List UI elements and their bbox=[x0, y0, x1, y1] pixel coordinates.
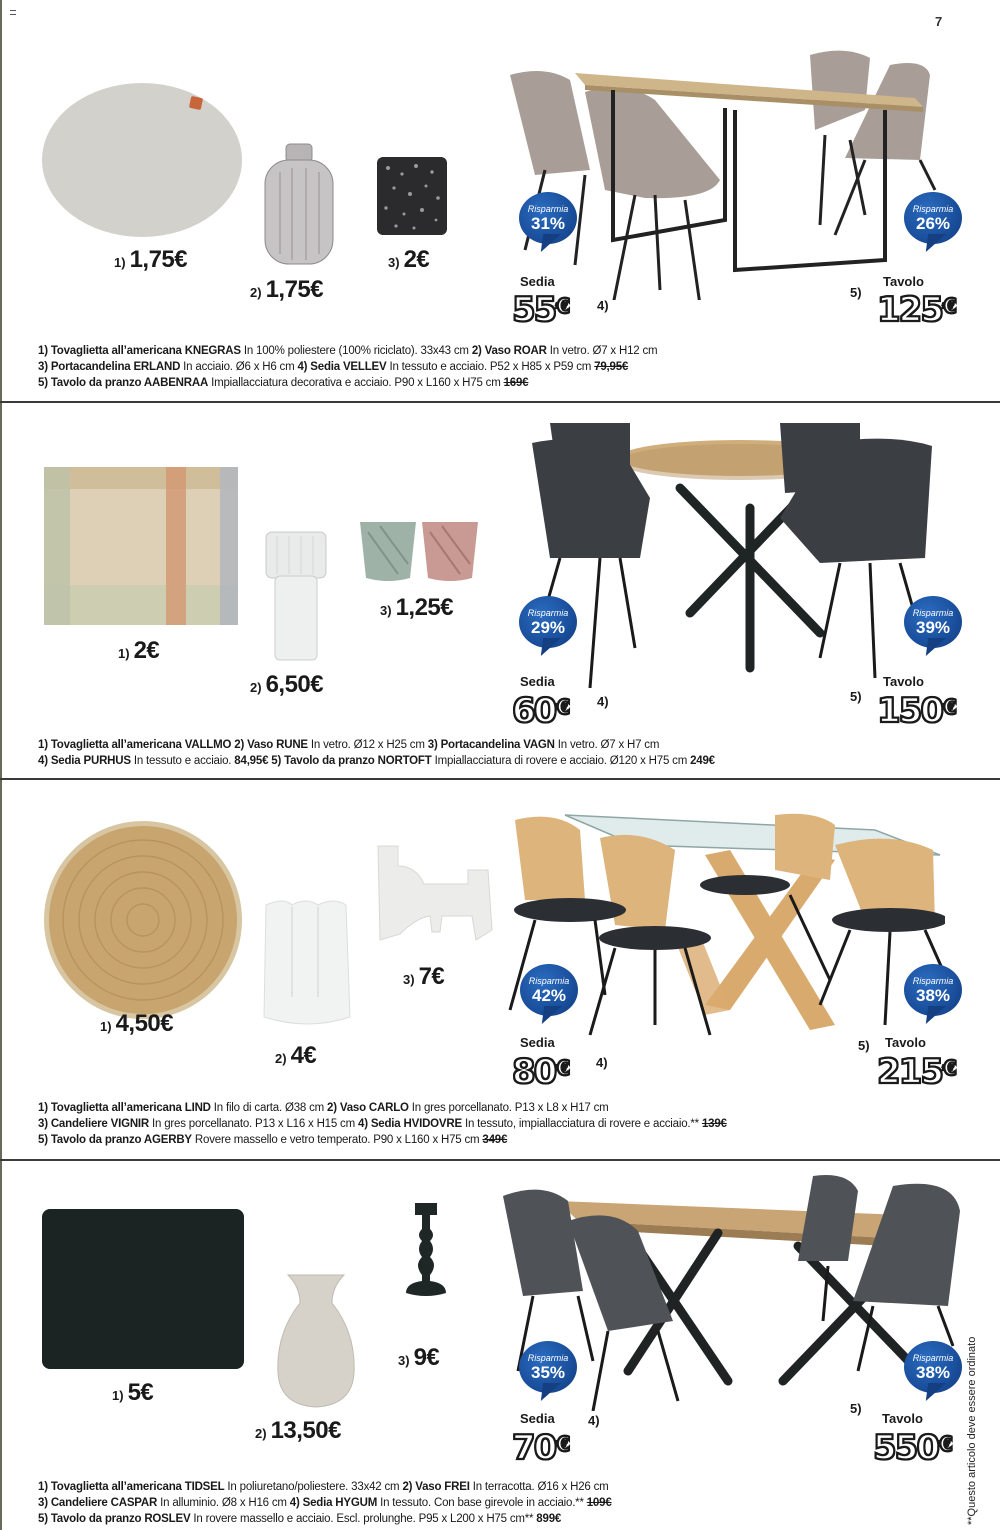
table-price: 150€ bbox=[877, 691, 955, 731]
description-line: 1) Tovaglietta all’americana TIDSEL In poliuretano/poliestere. 33x42 cm 2) Vaso FREI In terracotta. Ø16 x H26 cm bbox=[38, 1481, 609, 1493]
placemat-knegras-image bbox=[40, 80, 245, 240]
table-discount-badge: Risparmia 39% bbox=[904, 596, 962, 658]
accessory-price-3: 3) 7€ bbox=[403, 963, 445, 990]
table-label: Tavolo bbox=[883, 274, 924, 289]
placemat-lind-image bbox=[42, 820, 244, 1020]
description-line: 4) Sedia PURHUS In tessuto e acciaio. 84,95€ 5) Tavolo da pranzo NORTOFT Impiallacciatura di rovere e acciaio. Ø120 x H75 cm 249€ bbox=[38, 755, 715, 767]
accessory-price-2: 2) 1,75€ bbox=[250, 276, 324, 303]
vase-carlo-image bbox=[258, 897, 354, 1031]
order-footnote: **Questo articolo deve essere ordinato bbox=[966, 1336, 978, 1525]
chair-price: 70€ bbox=[512, 1428, 569, 1468]
description-line: 3) Candeliere VIGNIR In gres porcellanato. P13 x L16 x H15 cm 4) Sedia HVIDOVRE In tessuto, impiallacciatura di rovere e acciaio.** 139€ bbox=[38, 1118, 727, 1130]
placemat-tidsel-image bbox=[42, 1209, 244, 1369]
table-label: Tavolo bbox=[883, 674, 924, 689]
description-line: 3) Candeliere CASPAR In alluminio. Ø8 x H16 cm 4) Sedia HYGUM In tessuto. Con base girevole in acciaio.** 109€ bbox=[38, 1497, 612, 1509]
accessory-price-3: 3) 9€ bbox=[398, 1344, 440, 1371]
table-discount-badge: Risparmia 38% bbox=[904, 1341, 962, 1403]
vase-frei-image bbox=[276, 1273, 356, 1409]
table-index: 5) bbox=[850, 285, 862, 300]
product-description bbox=[38, 343, 657, 391]
chair-price: 55€ bbox=[512, 290, 569, 330]
chair-price: 60€ bbox=[512, 691, 569, 731]
candle-holder-vignir-image bbox=[376, 844, 494, 944]
table-index: 5) bbox=[850, 1401, 862, 1416]
chair-discount-badge: Risparmia 42% bbox=[520, 964, 578, 1026]
table-label: Tavolo bbox=[882, 1411, 923, 1426]
offer-section-4 bbox=[0, 1161, 1000, 1530]
description-line: 5) Tavolo da pranzo ROSLEV In rovere massello e acciaio. Escl. prolunghe. P95 x L200 x H75 cm** 899€ bbox=[38, 1513, 562, 1525]
product-description bbox=[38, 1100, 727, 1148]
chair-index: 4) bbox=[597, 298, 609, 313]
chair-discount-badge: Risparmia 29% bbox=[519, 596, 577, 658]
table-label: Tavolo bbox=[885, 1035, 926, 1050]
table-price: 215€ bbox=[877, 1052, 955, 1092]
vase-rune-image bbox=[263, 530, 329, 664]
chair-index: 4) bbox=[588, 1413, 600, 1428]
page-number: 7 bbox=[935, 14, 943, 29]
offer-section-3 bbox=[0, 780, 1000, 1158]
vase-roar-image bbox=[262, 142, 338, 268]
chair-discount-badge: Risparmia 35% bbox=[519, 1341, 577, 1403]
chair-label: Sedia bbox=[520, 674, 555, 689]
chair-label: Sedia bbox=[520, 1411, 555, 1426]
accessory-price-2: 2) 6,50€ bbox=[250, 671, 324, 698]
chair-label: Sedia bbox=[520, 274, 555, 289]
chair-price: 80€ bbox=[512, 1052, 569, 1092]
chair-index: 4) bbox=[597, 694, 609, 709]
candle-holder-erland-image bbox=[376, 154, 448, 238]
chair-discount-badge: Risparmia 31% bbox=[519, 192, 577, 254]
description-line: 5) Tavolo da pranzo AABENRAA Impiallacciatura decorativa e acciaio. P90 x L160 x H75 cm 169€ bbox=[38, 377, 529, 389]
candle-holder-caspar-image bbox=[402, 1201, 450, 1299]
offer-section-1 bbox=[0, 0, 1000, 400]
accessory-price-1: 1) 1,75€ bbox=[114, 246, 188, 273]
description-line: 1) Tovaglietta all’americana LIND In filo di carta. Ø38 cm 2) Vaso CARLO In gres porcellanato. P13 x L8 x H17 cm bbox=[38, 1102, 609, 1114]
product-description bbox=[38, 1479, 612, 1527]
accessory-price-3: 3) 1,25€ bbox=[380, 594, 454, 621]
dining-set-vellev-aabenraa-image bbox=[495, 40, 955, 300]
table-discount-badge: Risparmia 26% bbox=[904, 192, 962, 254]
accessory-price-2: 2) 4€ bbox=[275, 1042, 317, 1069]
candle-holder-vagn-image bbox=[358, 518, 482, 584]
table-discount-badge: Risparmia 38% bbox=[904, 964, 962, 1026]
dining-set-purhus-nortoft-image bbox=[520, 418, 940, 688]
table-index: 5) bbox=[858, 1038, 870, 1053]
accessory-price-2: 2) 13,50€ bbox=[255, 1417, 341, 1444]
accessory-price-3: 3) 2€ bbox=[388, 246, 430, 273]
description-line: 1) Tovaglietta all’americana KNEGRAS In 100% poliestere (100% riciclato). 33x43 cm 2) Vaso ROAR In vetro. Ø7 x H12 cm bbox=[38, 345, 658, 357]
table-price: 550€ bbox=[873, 1428, 951, 1468]
description-line: 5) Tavolo da pranzo AGERBY Rovere massello e vetro temperato. P90 x L160 x H75 cm 349€ bbox=[38, 1134, 508, 1146]
accessory-price-1: 1) 2€ bbox=[118, 637, 160, 664]
description-line: 3) Portacandelina ERLAND In acciaio. Ø6 x H6 cm 4) Sedia VELLEV In tessuto e acciaio. P52 x H85 x P59 cm 79,95€ bbox=[38, 361, 629, 373]
accessory-price-1: 1) 5€ bbox=[112, 1379, 154, 1406]
placemat-vallmo-image bbox=[44, 467, 238, 625]
accessory-price-1: 1) 4,50€ bbox=[100, 1010, 174, 1037]
chair-label: Sedia bbox=[520, 1035, 555, 1050]
product-description bbox=[38, 737, 715, 769]
offer-section-2 bbox=[0, 403, 1000, 778]
table-index: 5) bbox=[850, 689, 862, 704]
description-line: 1) Tovaglietta all’americana VALLMO 2) Vaso RUNE In vetro. Ø12 x H25 cm 3) Portacandelina VAGN In vetro. Ø7 x H7 cm bbox=[38, 739, 660, 751]
chair-index: 4) bbox=[596, 1055, 608, 1070]
table-price: 125€ bbox=[877, 290, 955, 330]
